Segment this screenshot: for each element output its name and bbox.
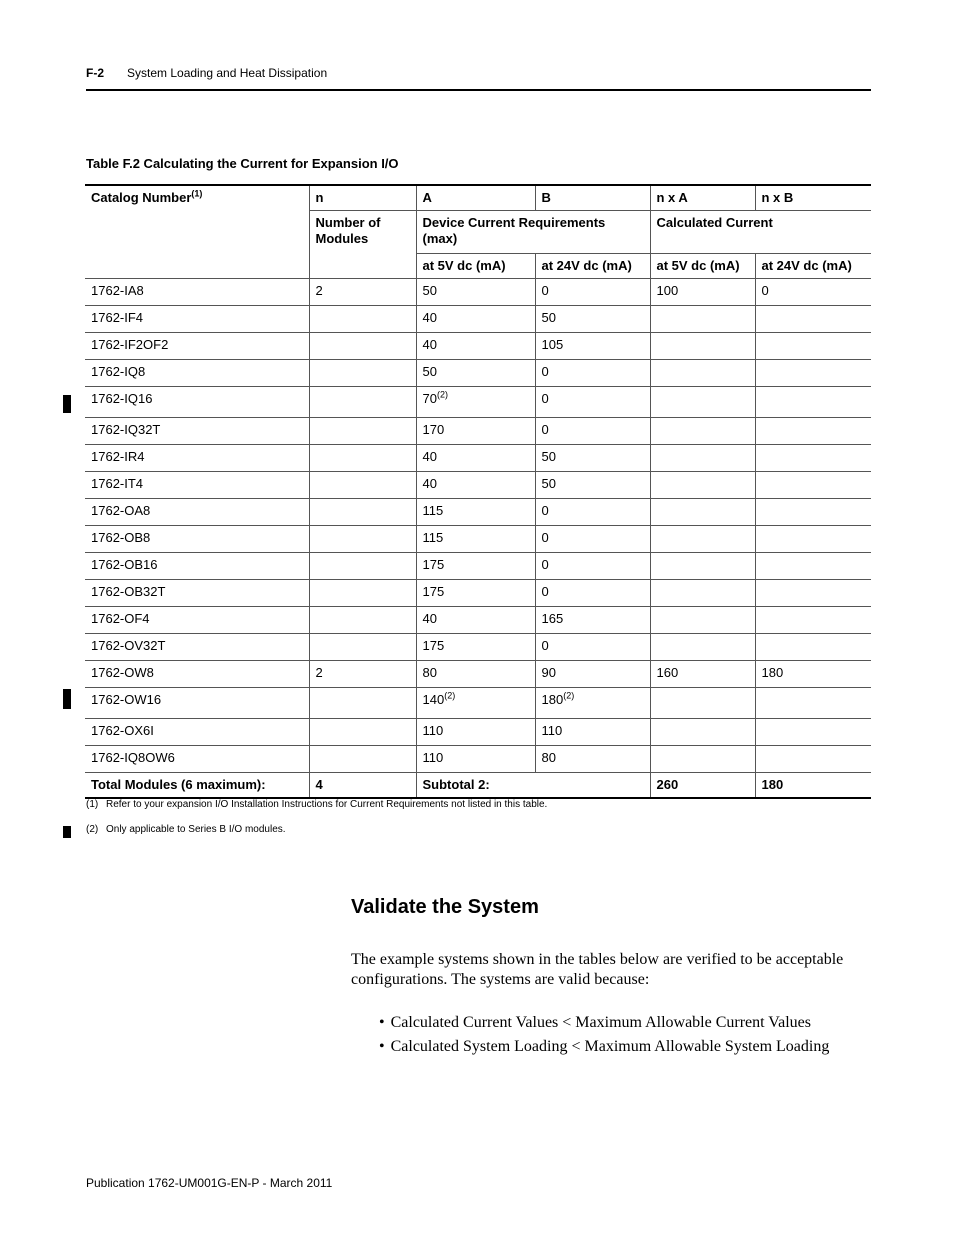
cell-nxa: 100 [650,279,755,306]
cell-catalog: 1762-IA8 [85,279,309,306]
cell-nxb [755,472,871,499]
header-catalog-number: Catalog Number$^{(1)}$ [85,185,309,279]
table-row [85,688,871,719]
cell-b: 105 [535,333,650,360]
cell-n: 2 [309,279,416,306]
cell-b: 110 [535,719,650,746]
cell-nxb [755,418,871,445]
total-modules-label: Total Modules (6 maximum): [85,773,309,799]
cell-n [309,360,416,387]
cell-b: 0 [535,526,650,553]
cell-b: 0 [535,387,650,418]
cell-nxa [650,306,755,333]
header-rule [86,89,871,91]
header-a-unit: at 5V dc (mA) [416,254,535,279]
header-number-of-modules: Number of Modules [309,211,416,279]
footnote-ref: (2) [436,389,448,400]
cell-nxb [755,526,871,553]
total-modules-value: 4 [309,773,416,799]
table-row [85,418,871,445]
running-header-title: System Loading and Heat Dissipation [127,66,328,80]
table-row [85,306,871,333]
cell-n [309,387,416,418]
cell-a: 175 [416,634,535,661]
cell-b: 165 [535,607,650,634]
cell-nxa [650,607,755,634]
cell-b: 180$^{(2)}$ [535,688,650,719]
cell-a: 140$^{(2)}$ [416,688,535,719]
cell-a: 110 [416,746,535,773]
cell-nxa [650,333,755,360]
table-row [85,360,871,387]
section-paragraph: The example systems shown in the tables below are verified to be acceptable configurations. The systems are valid because: [351,951,844,988]
section-title: Validate the System [351,896,539,918]
cell-nxb [755,688,871,719]
page-number: F-2 [86,66,104,80]
header-nxb: n x B [755,185,871,211]
subtotal-nxb: 180 [755,773,871,799]
cell-nxb [755,553,871,580]
table-row [85,719,871,746]
cell-nxa [650,746,755,773]
cell-catalog: 1762-IQ16 [85,387,309,418]
cell-nxa [650,360,755,387]
cell-catalog: 1762-IR4 [85,445,309,472]
cell-n [309,553,416,580]
cell-catalog: 1762-OB16 [85,553,309,580]
cell-n [309,306,416,333]
cell-n [309,418,416,445]
cell-nxb [755,499,871,526]
cell-n [309,445,416,472]
cell-b: 50 [535,445,650,472]
cell-nxb [755,607,871,634]
cell-n [309,746,416,773]
cell-nxb: 0 [755,279,871,306]
cell-b: 90 [535,661,650,688]
cell-nxa [650,445,755,472]
change-bar [63,395,71,413]
cell-b: 0 [535,580,650,607]
cell-a: 115 [416,526,535,553]
footnote-ref: (2) [563,690,575,701]
cell-nxb [755,719,871,746]
cell-catalog: 1762-OX6I [85,719,309,746]
cell-n [309,472,416,499]
cell-n [309,526,416,553]
bullet-list [379,1011,829,1059]
cell-nxa [650,472,755,499]
publication-footer: Publication 1762-UM001G-EN-P - March 2011 [86,1176,333,1190]
cell-nxa [650,553,755,580]
cell-n [309,607,416,634]
table-row [85,279,871,306]
cell-b: 50 [535,306,650,333]
cell-b: 0 [535,634,650,661]
cell-nxb: 180 [755,661,871,688]
table-row [85,526,871,553]
header-calculated-current: Calculated Current [650,211,871,254]
footnote-2: (2) Only applicable to Series B I/O modules. [86,824,286,835]
header-nxa: n x A [650,185,755,211]
cell-catalog: 1762-OW16 [85,688,309,719]
cell-a: 170 [416,418,535,445]
table-row [85,445,871,472]
cell-nxb [755,445,871,472]
footnote-ref: (1) [191,188,203,199]
cell-nxb [755,580,871,607]
header-nxb-unit: at 24V dc (mA) [755,254,871,279]
cell-a: 40 [416,333,535,360]
cell-b: 0 [535,499,650,526]
cell-catalog: 1762-OA8 [85,499,309,526]
cell-a: 50 [416,279,535,306]
cell-a: 40 [416,445,535,472]
cell-b: 0 [535,418,650,445]
cell-catalog: 1762-IQ8 [85,360,309,387]
footnote-ref: (2) [444,690,456,701]
cell-nxa [650,580,755,607]
cell-a: 40 [416,607,535,634]
cell-nxb [755,360,871,387]
cell-a: 80 [416,661,535,688]
cell-b: 0 [535,553,650,580]
cell-nxa [650,688,755,719]
cell-a: 175 [416,580,535,607]
cell-nxa [650,387,755,418]
footnote-1: (1) Refer to your expansion I/O Installation Instructions for Current Requirements not listed in this table. [86,799,548,810]
cell-nxa [650,418,755,445]
cell-b: 0 [535,360,650,387]
cell-n [309,333,416,360]
cell-n [309,719,416,746]
header-n: n [309,185,416,211]
table-row [85,746,871,773]
bullet-item: • Calculated Current Values < Maximum Allowable Current Values [379,1011,829,1035]
table-row [85,333,871,360]
cell-nxb [755,634,871,661]
table-row [85,387,871,418]
header-device-current: Device Current Requirements (max) [416,211,650,254]
cell-n: 2 [309,661,416,688]
table-row [85,472,871,499]
header-b: B [535,185,650,211]
cell-a: 70$^{(2)}$ [416,387,535,418]
cell-catalog: 1762-OF4 [85,607,309,634]
cell-nxa [650,499,755,526]
cell-nxb [755,306,871,333]
cell-catalog: 1762-IQ8OW6 [85,746,309,773]
change-bar [63,689,71,709]
cell-a: 40 [416,306,535,333]
cell-n [309,688,416,719]
table-row [85,661,871,688]
cell-a: 40 [416,472,535,499]
cell-catalog: 1762-IT4 [85,472,309,499]
cell-n [309,499,416,526]
cell-catalog: 1762-IF4 [85,306,309,333]
subtotal-label: Subtotal 2: [416,773,650,799]
table-title: Table F.2 Calculating the Current for Expansion I/O [86,156,399,171]
table-row [85,553,871,580]
bullet-item: • Calculated System Loading < Maximum Allowable System Loading [379,1035,829,1059]
table-row [85,607,871,634]
cell-catalog: 1762-OB32T [85,580,309,607]
header-b-unit: at 24V dc (mA) [535,254,650,279]
current-calculation-table [85,184,871,799]
cell-catalog: 1762-OV32T [85,634,309,661]
cell-nxb [755,746,871,773]
cell-nxa: 160 [650,661,755,688]
subtotal-nxa: 260 [650,773,755,799]
cell-a: 110 [416,719,535,746]
header-a: A [416,185,535,211]
cell-a: 50 [416,360,535,387]
cell-nxb [755,333,871,360]
change-bar [63,826,71,838]
cell-b: 80 [535,746,650,773]
header-nxa-unit: at 5V dc (mA) [650,254,755,279]
table-row [85,499,871,526]
cell-catalog: 1762-OB8 [85,526,309,553]
cell-n [309,634,416,661]
table-row [85,580,871,607]
cell-n [309,580,416,607]
cell-nxa [650,719,755,746]
cell-b: 50 [535,472,650,499]
table-row [85,634,871,661]
cell-catalog: 1762-IQ32T [85,418,309,445]
cell-nxa [650,634,755,661]
cell-nxa [650,526,755,553]
cell-b: 0 [535,279,650,306]
cell-a: 175 [416,553,535,580]
cell-a: 115 [416,499,535,526]
cell-catalog: 1762-OW8 [85,661,309,688]
cell-nxb [755,387,871,418]
cell-catalog: 1762-IF2OF2 [85,333,309,360]
